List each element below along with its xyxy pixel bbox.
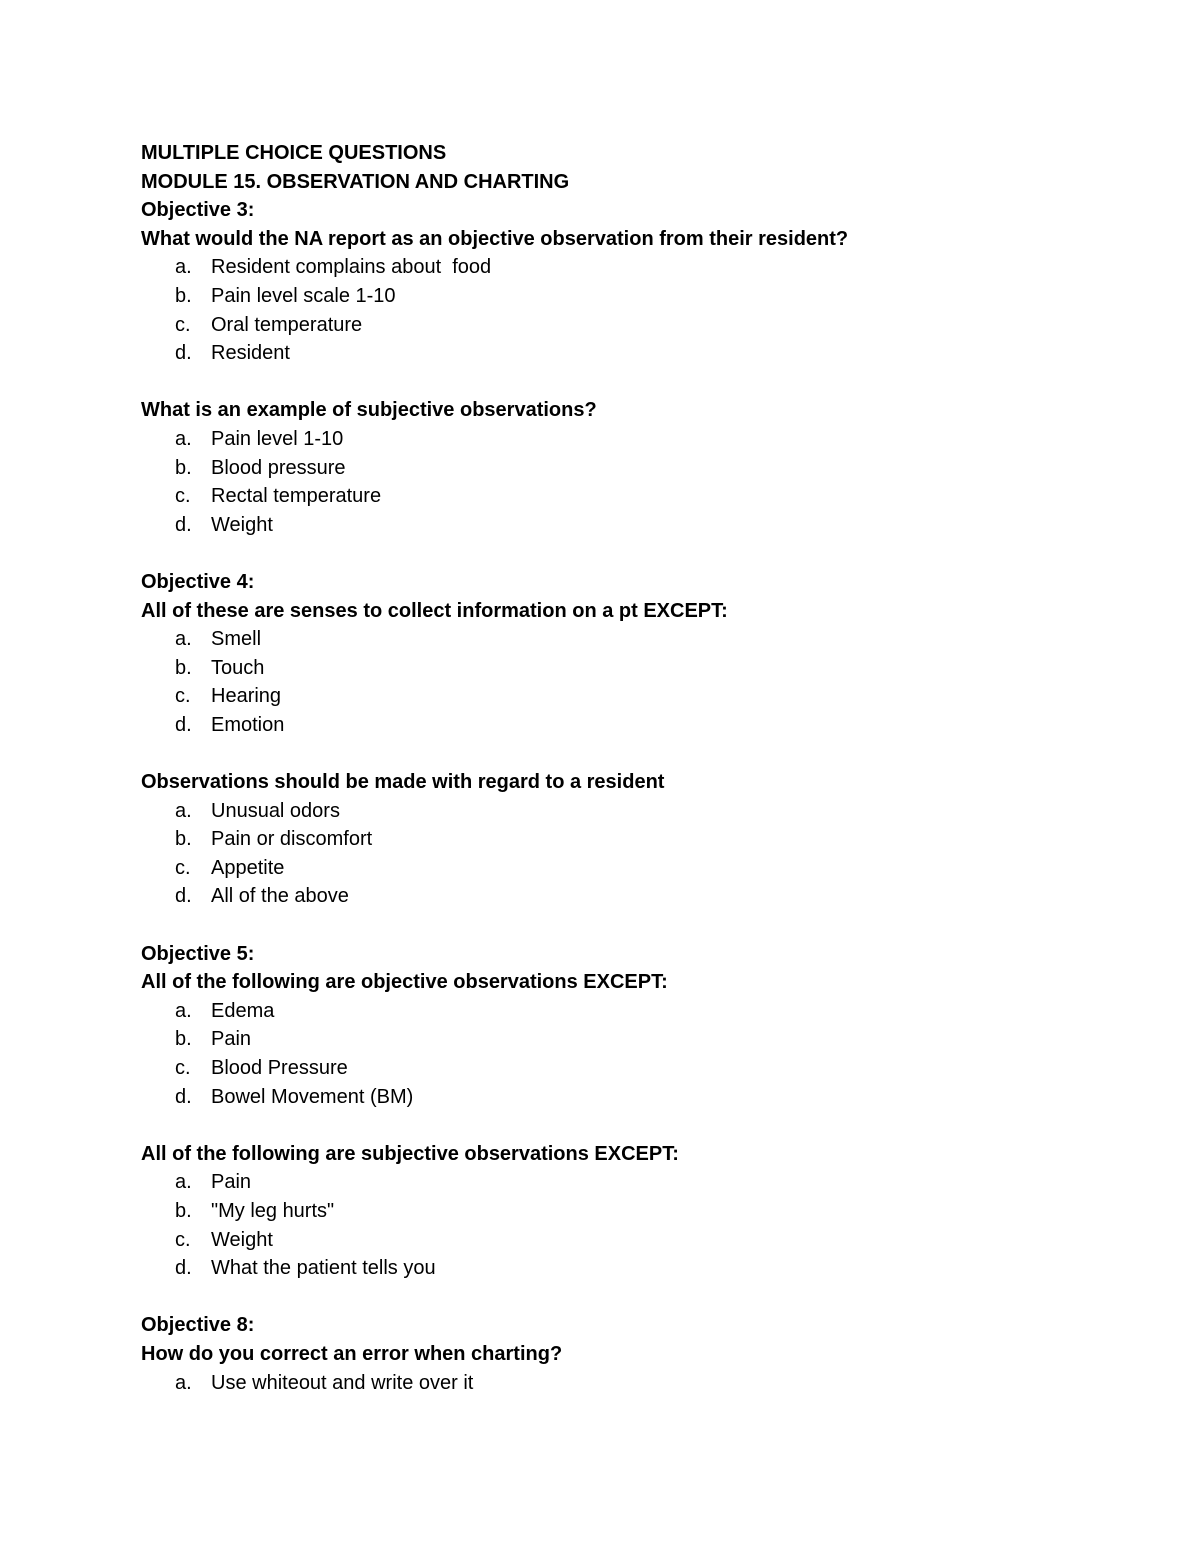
option-text: Hearing [211,685,282,708]
answer-option [141,1254,1141,1283]
option-text: Blood Pressure [211,1057,348,1079]
question-text: All of the following are subjective observations EXCEPT: [141,1142,679,1165]
option-text: Pain [211,1171,252,1194]
answer-option [141,1226,1141,1255]
option-letter: c. [175,313,191,336]
option-letter: d. [175,513,192,536]
option-letter: a. [175,628,192,651]
option-text: Blood pressure [211,456,346,479]
option-text: Resident [211,342,290,365]
option-text: Pain level 1-10 [211,427,344,450]
answer-option [141,1054,1141,1083]
answer-option [141,682,1141,711]
option-letter: c. [175,1228,191,1251]
option-letter: b. [175,1199,192,1222]
answer-option [141,654,1141,683]
objective-heading: Objective 8: [141,1314,255,1337]
question-spacer [141,739,1141,768]
option-text: What the patient tells you [211,1257,436,1280]
option-text: Unusual odors [211,799,340,822]
answer-option [141,1369,1141,1398]
option-letter: a. [175,1171,192,1194]
option-letter: b. [175,828,192,851]
answer-option [141,482,1141,511]
option-letter: c. [175,1057,191,1079]
answer-option [141,882,1141,911]
answer-option [141,625,1141,654]
question-text: All of these are senses to collect information on a pt EXCEPT: [141,599,728,622]
answer-option [141,511,1141,540]
answer-option [141,339,1141,368]
answer-option [141,425,1141,454]
answer-option [141,711,1141,740]
option-text: Pain or discomfort [211,828,373,851]
option-text: Pain [211,1028,252,1051]
question-spacer [141,1111,1141,1140]
question-text: Observations should be made with regard to a resident [141,771,665,794]
option-letter: a. [175,999,192,1022]
answer-option [141,997,1141,1026]
question-text: What is an example of subjective observations? [141,399,597,422]
answer-option [141,1197,1141,1226]
answer-option [141,311,1141,340]
objective-heading: Objective 4: [141,570,255,593]
option-letter: a. [175,799,192,822]
answer-option [141,1083,1141,1112]
option-text: Touch [211,656,265,679]
option-text: "My leg hurts" [211,1199,335,1222]
option-letter: a. [175,427,192,450]
option-text: Smell [211,628,262,651]
option-text: Appetite [211,856,285,879]
objective-heading: Objective 5: [141,942,255,965]
answer-option [141,253,1141,282]
question-text: What would the NA report as an objective observation from their resident? [141,227,849,250]
answer-option [141,854,1141,883]
answer-option [141,797,1141,826]
option-letter: c. [175,485,191,508]
module-title: MODULE 15. OBSERVATION AND CHARTING [141,170,570,193]
answer-option [141,282,1141,311]
option-letter: a. [175,256,192,279]
question-spacer [141,368,1141,397]
document-page [141,139,1141,1397]
answer-option [141,454,1141,483]
option-letter: d. [175,885,192,908]
option-letter: d. [175,1085,192,1108]
option-letter: b. [175,1028,192,1051]
option-letter: b. [175,456,192,479]
option-text: Use whiteout and write over it [211,1371,474,1394]
option-letter: c. [175,685,191,708]
option-text: Resident complains about food [211,256,492,279]
section-spacer [141,1283,1141,1312]
option-text: Weight [211,1228,273,1251]
question-list [141,196,1141,1397]
option-text: Oral temperature [211,313,363,336]
section-spacer [141,911,1141,940]
option-letter: a. [175,1371,192,1394]
question-text: How do you correct an error when charting? [141,1342,563,1365]
answer-option [141,1025,1141,1054]
option-text: All of the above [211,885,349,908]
answer-option [141,1168,1141,1197]
option-text: Edema [211,999,275,1022]
option-letter: d. [175,713,192,736]
option-text: Bowel Movement (BM) [211,1085,414,1108]
option-letter: c. [175,856,191,879]
option-text: Pain level scale 1-10 [211,284,396,307]
objective-heading: Objective 3: [141,199,255,222]
option-letter: b. [175,656,192,679]
page-title: MULTIPLE CHOICE QUESTIONS [141,142,447,164]
option-text: Emotion [211,713,285,736]
answer-option [141,825,1141,854]
option-letter: b. [175,284,192,307]
section-spacer [141,539,1141,568]
option-text: Rectal temperature [211,485,382,508]
option-letter: d. [175,1257,192,1280]
option-text: Weight [211,513,273,536]
question-text: All of the following are objective observations EXCEPT: [141,971,668,994]
option-letter: d. [175,342,192,365]
